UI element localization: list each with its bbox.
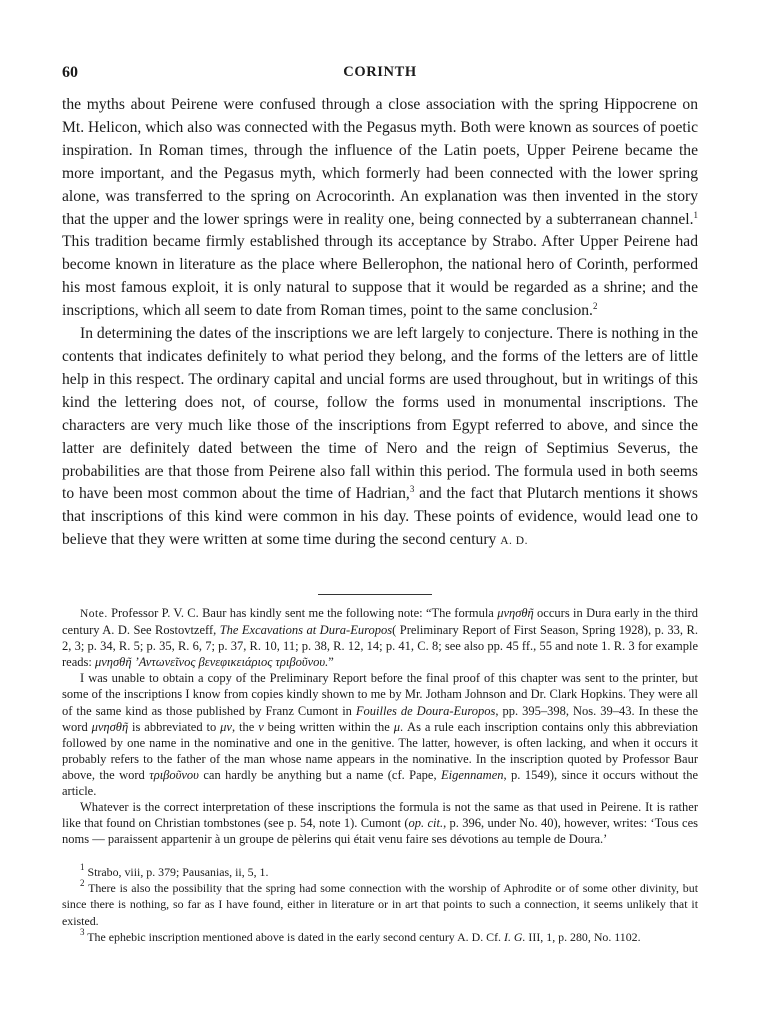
- running-header: [62, 64, 698, 82]
- note-label: Note.: [80, 608, 108, 620]
- paragraph-2: In determining the dates of the inscriptions we are left largely to conjecture. There is nothing in the contents that indicates definitely to what period they belong, and the forms of the letters are of little help in this respect. The ordinary capital and uncial forms are used throughout, but in writings of this kind the lettering does not, of course, follow the forms used in monumental inscriptions. The characters are very much like those of the inscriptions from Egypt referred to above, and since the latter are definitely dated between the time of Nero and the reign of Septimius Severus, the probabilities are that those from Peirene also fall within this period. The formula used in both seems to have been most common about the time of Hadrian,$^3$ and the fact that Plutarch mentions it shows that inscriptions of this kind were common in his day. These points of evidence, would lead one to believe that they were written at some time during the second century A. D.: [62, 325, 698, 549]
- page-number: 60: [62, 64, 78, 81]
- section-divider: [318, 594, 432, 595]
- footnote-3: $^3$ The ephebic inscription mentioned above is dated in the early second century A. D. Cf. I. G. III, 1, p. 280, No. 1102.: [80, 926, 641, 944]
- note-paragraph-1: Note. Professor P. V. C. Baur has kindly sent me the following note: “The formula μνησθῆ occurs in Dura early in the third century A. D. See Rostovtzeff, The Excavations at Dura-Europos( Preliminary Report of First Season, Spring 1928), p. 33, R. 2, 3; p. 34, R. 5; p. 35, R. 6, 7; p. 37, R. 10, 11; p. 38, R. 12, 14; p. 41, C. 8; see also pp. 45 ff., 55 and note 1. R. 3 for example reads: μνησθῆ ’Αντωνεῖνος βενεφικειάριος τριβοῦνου.”: [62, 606, 698, 670]
- footnote-ref-1: 1: [693, 209, 698, 220]
- running-title: CORINTH: [343, 64, 417, 80]
- footnote-2: $^2$ There is also the possibility that the spring had some connection with the worship of Aphrodite or of some other divinity, but since there is nothing, so far as I have found, either in literature or in art that points to such a connection, it seems unlikely that it existed.: [62, 878, 698, 928]
- paragraph-1: the myths about Peirene were confused through a close association with the spring Hippocrene on Mt. Helicon, which also was connected with the Pegasus myth. Both were known as sources of poetic inspiration. In Roman times, through the influence of the Latin poets, Upper Peirene became the more important, and the Pegasus myth, which formerly had been connected with the lower spring alone, was transferred to the spring on Acrocorinth. An explanation was then invented in the story that the upper and the lower springs were in reality one, being connected by a subterranean channel.$^1$ This tradition became firmly established through its acceptance by Strabo. After Upper Peirene had become known in literature as the place where Bellerophon, the national hero of Corinth, performed his most famous exploit, it is only natural to suppose that it would be regarded as a shrine; and the inscriptions, which all seem to date from Roman times, point to the same conclusion.$^2$: [62, 96, 698, 320]
- era-abbrev: A. D.: [500, 535, 528, 548]
- note-block: [62, 605, 698, 847]
- note-paragraph-3: Whatever is the correct interpretation of these inscriptions the formula is not the same as that used in Peirene. It is rather like that found on Christian tombstones (see p. 54, note 1). Cumont (op. cit., p. 396, under No. 40), however, writes: ‘Tous ces noms — paraissent appartenir à un groupe de pèlerins qui était venu faire ses dévotions au temple de Doura.’: [62, 800, 698, 847]
- footnote-1: $^1$ Strabo, viii, p. 379; Pausanias, ii, 5, 1.: [80, 862, 269, 879]
- footnote-ref-2: 2: [592, 301, 598, 312]
- footnotes: [62, 864, 698, 945]
- main-text: [62, 94, 698, 553]
- cited-title: The Excavations at Dura-Europos: [219, 623, 393, 638]
- note-paragraph-2: I was unable to obtain a copy of the Preliminary Report before the final proof of this chapter was sent to the printer, but some of the inscriptions I know from copies kindly shown to me by Mr. Jotham Johnson and Dr. Clark Hopkins. They were all of the same kind as those published by Franz Cumont in Fouilles de Doura-Europos, pp. 395–398, Nos. 39–43. In these the word μνησθῆ is abbreviated to μν, the ν being written within the μ. As a rule each inscription contains only this abbreviation followed by one name in the nominative and one in the genitive. The latter, however, is often lacking, and when it occurs it probably refers to the father of the man whose name appears in the nominative. In the inscription quoted by Professor Baur above, the word τριβοῦνου can hardly be anything but a name (cf. Pape, Eigennamen, p. 1549), since it occurs without the article.: [62, 671, 698, 799]
- footnote-ref-3: 3: [409, 484, 415, 495]
